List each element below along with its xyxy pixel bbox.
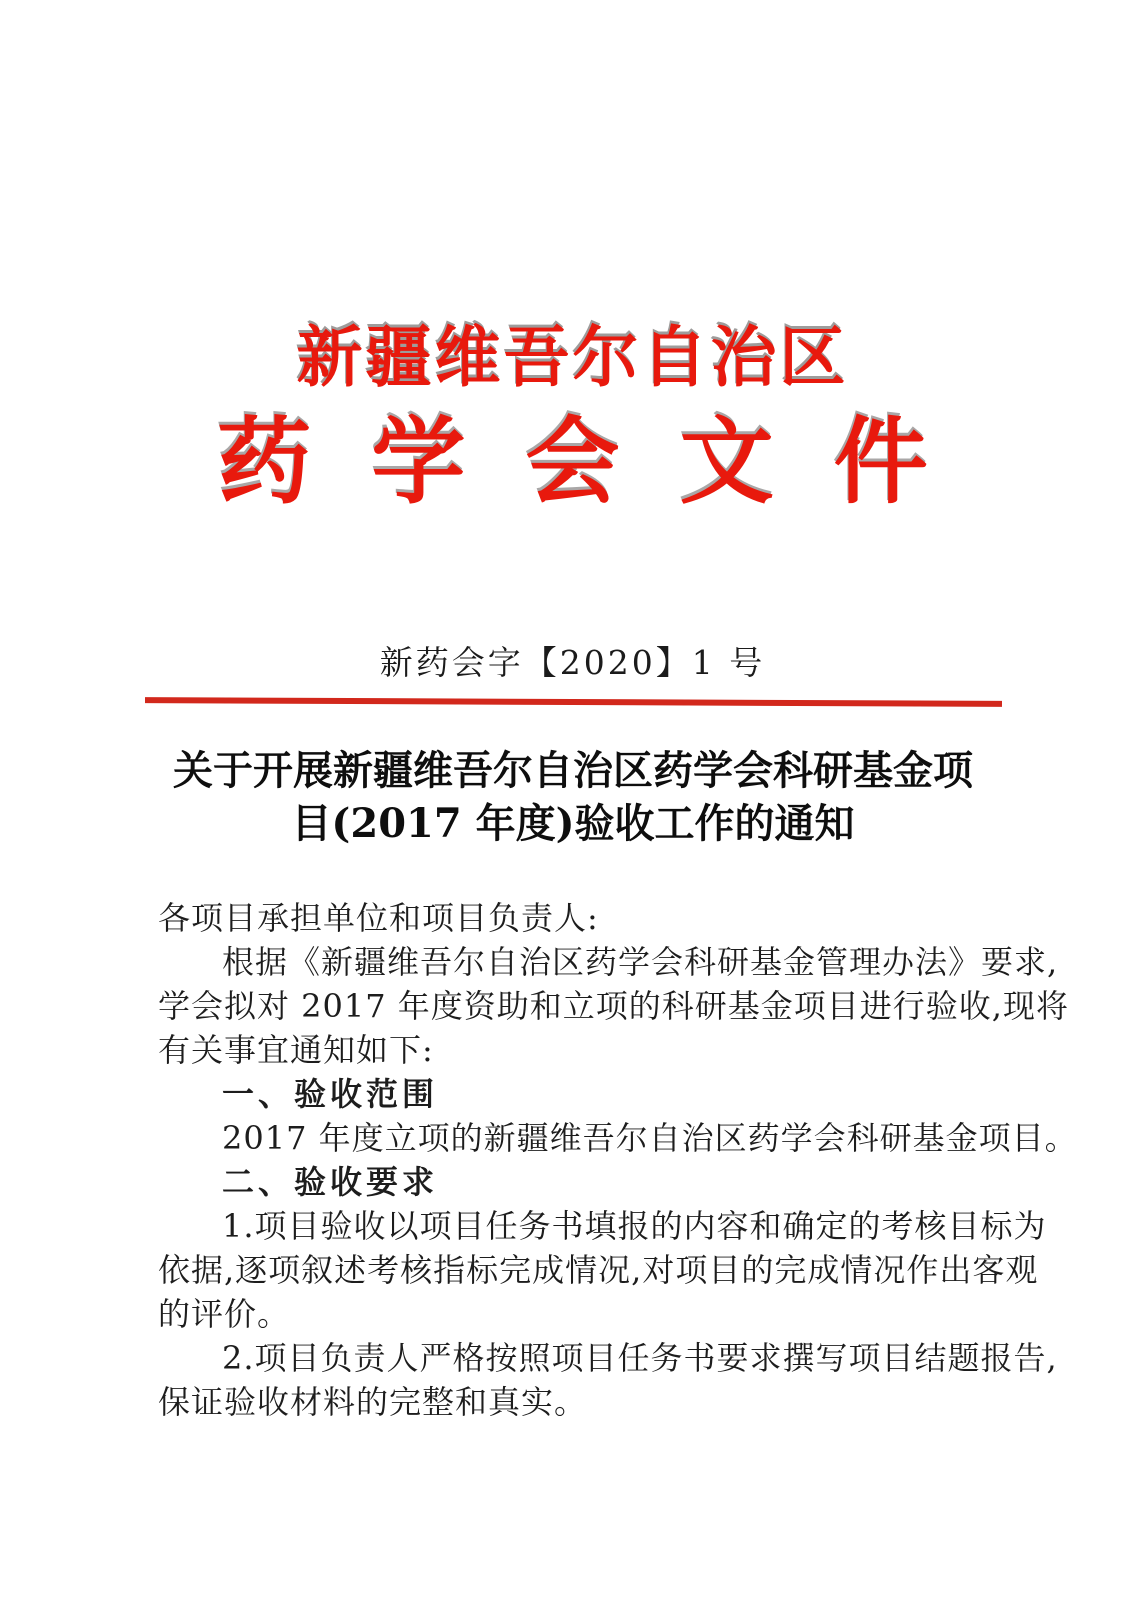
document-body [158, 896, 1078, 1424]
body-line: 2017 年度立项的新疆维吾尔自治区药学会科研基金项目。 [222, 1119, 1078, 1157]
body-line: 保证验收材料的完整和真实。 [158, 1383, 588, 1421]
document-number: 新药会字【2020】1 号 [379, 643, 766, 682]
body-line: 的评价。 [158, 1295, 291, 1333]
body-line-salutation: 各项目承担单位和项目负责人: [158, 899, 599, 937]
body-line: 根据《新疆维吾尔自治区药学会科研基金管理办法》要求, [222, 943, 1059, 981]
document-title [142, 744, 1004, 850]
body-line: 学会拟对 2017 年度资助和立项的科研基金项目进行验收,现将 [158, 987, 1069, 1025]
document-title-line2: 目(2017 年度)验收工作的通知 [291, 800, 855, 847]
body-heading-section-2: 二、验收要求 [222, 1163, 439, 1201]
body-heading-section-1: 一、验收范围 [222, 1075, 439, 1113]
letterhead-org-name: 新疆维吾尔自治区 [296, 318, 849, 396]
document-title-line1: 关于开展新疆维吾尔自治区药学会科研基金项 [173, 747, 973, 794]
body-line: 2.项目负责人严格按照项目任务书要求撰写项目结题报告, [222, 1339, 1058, 1377]
body-line: 1.项目验收以项目任务书填报的内容和确定的考核目标为 [222, 1207, 1047, 1245]
body-line: 依据,逐项叙述考核指标完成情况,对项目的完成情况作出客观 [158, 1251, 1039, 1289]
red-divider-rule [145, 697, 1002, 707]
letterhead-doc-type: 药学会文件 [217, 407, 988, 517]
body-line: 有关事宜通知如下: [158, 1031, 434, 1069]
